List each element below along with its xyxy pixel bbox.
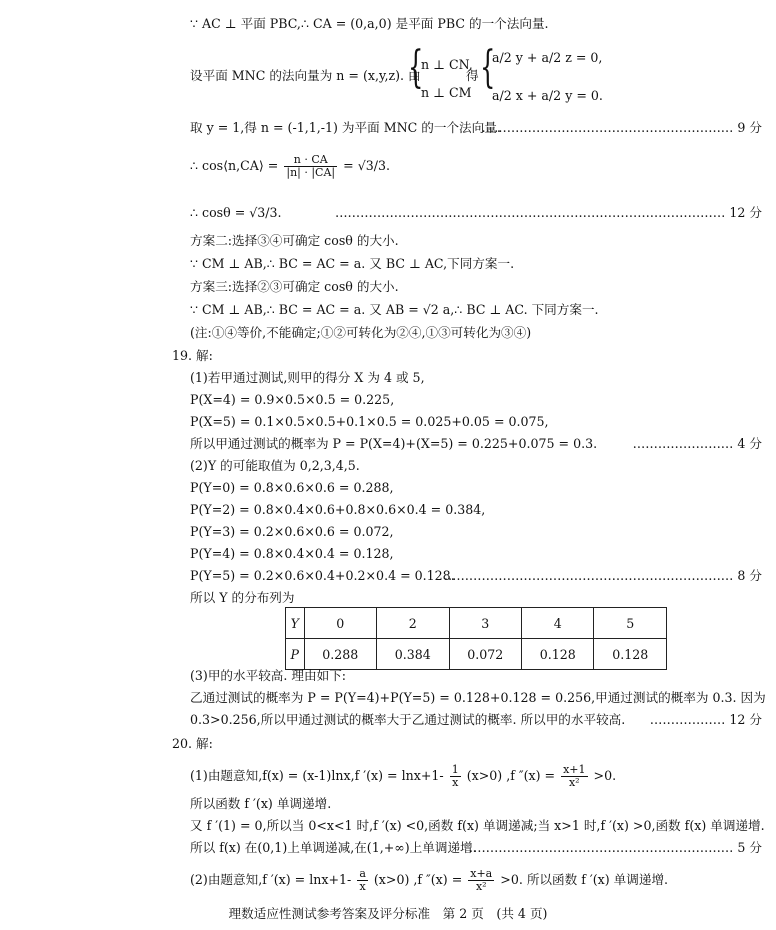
equation-system-line: n ⊥ CN, xyxy=(421,57,473,72)
fraction-denominator: x xyxy=(359,880,366,893)
text-line: P(Y=2) = 0.8×0.4×0.6+0.8×0.6×0.4 = 0.384, xyxy=(190,502,486,517)
brace-symbol: { xyxy=(480,42,496,93)
fraction-denominator: |n| · |CA| xyxy=(286,166,336,179)
text-line: 得 xyxy=(466,68,479,83)
text-line: P(Y=4) = 0.8×0.4×0.4 = 0.128, xyxy=(190,546,394,561)
table-header-cell: 4 xyxy=(522,608,594,639)
text-line: 取 y = 1,得 n = (-1,1,-1) 为平面 MNC 的一个法向量. xyxy=(190,120,501,135)
table-cell: 0.128 xyxy=(594,639,667,670)
fraction xyxy=(561,764,587,789)
text-fragment: >0. 所以函数 f ′(x) 单调递增. xyxy=(500,872,669,887)
fraction-denominator: x² xyxy=(475,880,487,893)
fraction xyxy=(450,764,461,789)
text-line: (1)若甲通过测试,则甲的得分 X 为 4 或 5, xyxy=(190,370,425,385)
text-line: P(Y=0) = 0.8×0.6×0.6 = 0.288, xyxy=(190,480,394,495)
table-cell: 0.384 xyxy=(377,639,449,670)
text-fragment: >0. xyxy=(593,768,617,783)
table-header-cell: 2 xyxy=(377,608,449,639)
text-line: 所以函数 f ′(x) 单调递增. xyxy=(190,796,332,811)
fraction-numerator: n · CA xyxy=(284,154,337,167)
text-line: ∴ cosθ = √3/3. xyxy=(190,205,282,220)
table-header-cell: Y xyxy=(286,608,305,639)
text-line: 又 f ′(1) = 0,所以当 0<x<1 时,f ′(x) <0,函数 f(x) 单调递减;当 x>1 时,f ′(x) >0,函数 f(x) 单调递增. xyxy=(190,818,765,833)
score-marker: ………………………………………………………………………………… 12 分 xyxy=(334,205,762,220)
score-marker: ……………………………………………………… 5 分 xyxy=(468,840,762,855)
text-line: 所以 Y 的分布列为 xyxy=(190,590,295,605)
text-fragment: (x>0) ,f ″(x) = xyxy=(466,768,556,783)
formula-line xyxy=(190,154,390,179)
fraction-denominator: x xyxy=(452,776,459,789)
table-row xyxy=(286,639,667,670)
distribution-table xyxy=(285,607,667,670)
table-cell: 0.288 xyxy=(304,639,376,670)
equation-system-line: n ⊥ CM xyxy=(421,85,472,100)
text-line: ∵ AC ⊥ 平面 PBC,∴ CA = (0,a,0) 是平面 PBC 的一个法向量. xyxy=(190,16,549,31)
score-marker: …………………………………………………………… 8 分 xyxy=(443,568,762,583)
text-line: (2)Y 的可能取值为 0,2,3,4,5. xyxy=(190,458,360,473)
table-cell: 0.072 xyxy=(449,639,521,670)
formula-line xyxy=(190,764,616,789)
fraction xyxy=(468,868,494,893)
text-fragment: (2)由题意知,f ′(x) = lnx+1- xyxy=(190,872,352,887)
text-line: (3)甲的水平较高. 理由如下: xyxy=(190,668,347,683)
text-line: 方案二:选择③④可确定 cosθ 的大小. xyxy=(190,233,399,248)
text-fragment: (x>0) ,f ″(x) = xyxy=(373,872,463,887)
text-line: P(X=5) = 0.1×0.5×0.5+0.1×0.5 = 0.025+0.05 = 0.075, xyxy=(190,414,549,429)
fraction-numerator: a xyxy=(359,867,366,880)
table-cell: 0.128 xyxy=(522,639,594,670)
text-fragment: (1)由题意知,f(x) = (x-1)lnx,f ′(x) = lnx+1- xyxy=(190,768,444,783)
table-header-cell: 3 xyxy=(449,608,521,639)
fraction-denominator: x² xyxy=(568,776,580,789)
text-line: 所以甲通过测试的概率为 P = P(X=4)+(X=5) = 0.225+0.075 = 0.3. xyxy=(190,436,598,451)
text-line: P(Y=5) = 0.2×0.6×0.4+0.2×0.4 = 0.128. xyxy=(190,568,455,583)
text-line: 设平面 MNC 的法向量为 n = (x,y,z). 由 xyxy=(190,68,421,83)
equation-system-line: a/2 x + a/2 y = 0. xyxy=(492,88,603,103)
text-line: (注:①④等价,不能确定;①②可转化为②④,①③可转化为③④) xyxy=(190,325,532,340)
text-line: P(Y=3) = 0.2×0.6×0.6 = 0.072, xyxy=(190,524,394,539)
text-line: 方案三:选择②③可确定 cosθ 的大小. xyxy=(190,279,399,294)
table-header-cell: 0 xyxy=(304,608,376,639)
text-line: 0.3>0.256,所以甲通过测试的概率大于乙通过测试的概率. 所以甲的水平较高. xyxy=(190,712,626,727)
table-cell: P xyxy=(286,639,305,670)
table-header-cell: 5 xyxy=(594,608,667,639)
score-marker: …………………………………………………… 9 分 xyxy=(481,120,762,135)
score-marker: ……………… 12 分 xyxy=(649,712,762,727)
text-fragment: = √3/3. xyxy=(343,158,390,173)
equation-system-line: a/2 y + a/2 z = 0, xyxy=(492,50,603,65)
fraction xyxy=(357,868,368,893)
page-footer: 理数适应性测试参考答案及评分标准 第 2 页 (共 4 页) xyxy=(228,906,548,921)
text-line: ∵ CM ⊥ AB,∴ BC = AC = a. 又 BC ⊥ AC,下同方案一. xyxy=(190,256,515,271)
text-line: 乙通过测试的概率为 P = P(Y=4)+P(Y=5) = 0.128+0.128 = 0.256,甲通过测试的概率为 0.3. 因为 xyxy=(190,690,766,705)
brace-symbol: { xyxy=(408,42,424,93)
fraction-numerator: x+a xyxy=(470,867,493,880)
text-line: ∵ CM ⊥ AB,∴ BC = AC = a. 又 AB = √2 a,∴ BC ⊥ AC. 下同方案一. xyxy=(190,302,599,317)
question-number: 20. 解: xyxy=(172,736,213,751)
text-line: P(X=4) = 0.9×0.5×0.5 = 0.225, xyxy=(190,392,395,407)
score-marker: …………………… 4 分 xyxy=(632,436,762,451)
formula-line xyxy=(190,868,668,893)
text-line: 所以 f(x) 在(0,1)上单调递减,在(1,+∞)上单调递增. xyxy=(190,840,477,855)
fraction xyxy=(284,154,337,179)
fraction-numerator: x+1 xyxy=(563,763,586,776)
fraction-numerator: 1 xyxy=(451,763,459,776)
question-number: 19. 解: xyxy=(172,348,213,363)
text-fragment: ∴ cos⟨n,CA⟩ = xyxy=(190,158,279,173)
table-row xyxy=(286,608,667,639)
